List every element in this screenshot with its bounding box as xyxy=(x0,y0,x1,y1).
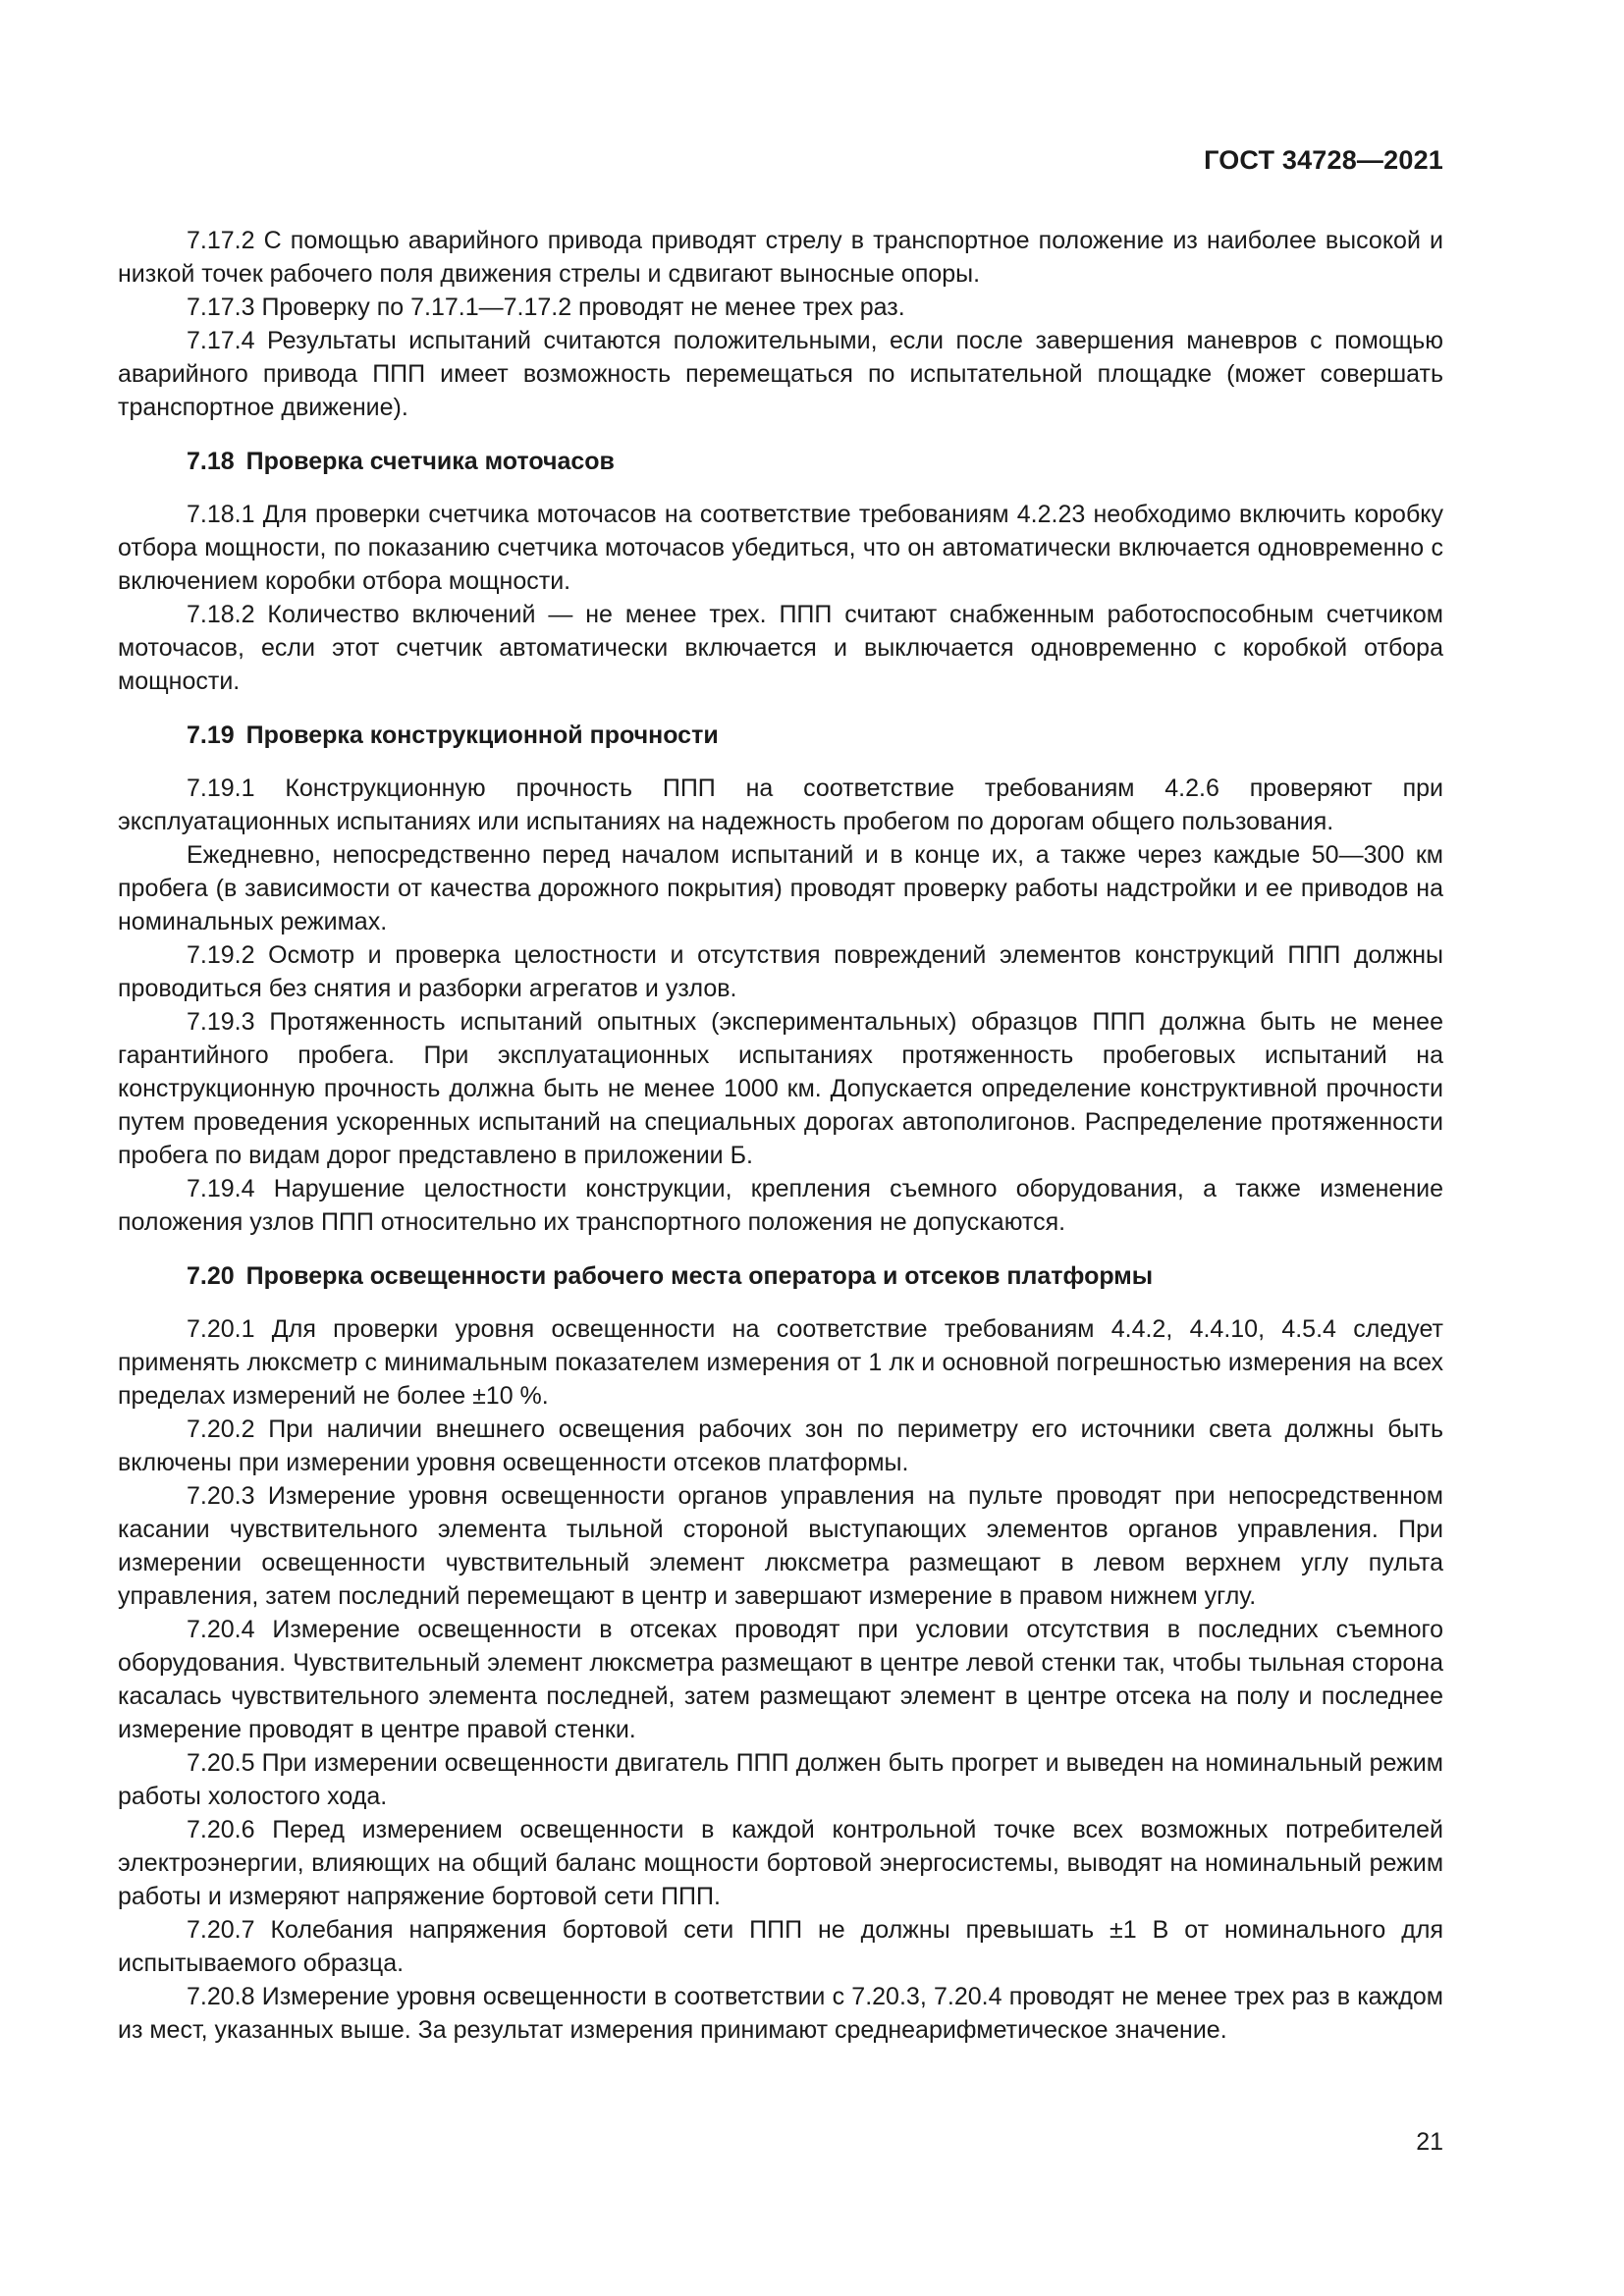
paragraph: 7.20.7 Колебания напряжения бортовой сети ППП не должны превышать ±1 В от номинального для испытываемого образца. xyxy=(118,1916,1443,1977)
section-heading xyxy=(118,719,1443,752)
paragraph: 7.20.4 Измерение освещенности в отсеках проводят при условии отсутствия в последних съемного оборудования. Чувствительный элемент люксметра размещают в центре левой стенки так, чтобы тыльная сторона касалась чувствительного элемента последней, затем размещают элемент в центре отсека на полу и последнее измерение проводят в центре правой стенки. xyxy=(118,1616,1443,1743)
section-title: Проверка освещенности рабочего места оператора и отсеков платформы xyxy=(245,1262,1154,1290)
page-number: 21 xyxy=(1416,2128,1443,2156)
paragraph: 7.17.4 Результаты испытаний считаются положительными, если после завершения маневров с помощью аварийного привода ППП имеет возможность перемещаться по испытательной площадке (может совершать транспортное движение). xyxy=(118,327,1443,421)
document-page xyxy=(118,0,1443,2296)
section-heading xyxy=(118,445,1443,478)
section-heading xyxy=(118,1259,1443,1293)
paragraph: 7.20.8 Измерение уровня освещенности в соответствии с 7.20.3, 7.20.4 проводят не менее трех раз в каждом из мест, указанных выше. За результат измерения принимают среднеарифметическое значение. xyxy=(118,1983,1443,2044)
paragraph: 7.19.3 Протяженность испытаний опытных (экспериментальных) образцов ППП должна быть не менее гарантийного пробега. При эксплуатационных испытаниях протяженность пробеговых испытаний на конструкционную прочность должна быть не менее 1000 км. Допускается определение конструктивной прочности путем проведения ускоренных испытаний на специальных дорогах автополигонов. Распределение протяженности пробега по видам дорог представлено в приложении Б. xyxy=(118,1008,1443,1169)
section-number: 7.19 xyxy=(187,721,235,749)
paragraph: 7.19.2 Осмотр и проверка целостности и отсутствия повреждений элементов конструкций ППП должны проводиться без снятия и разборки агрегатов и узлов. xyxy=(118,941,1443,1002)
section-title: Проверка счетчика моточасов xyxy=(245,448,615,475)
section-number: 7.20 xyxy=(187,1262,235,1290)
paragraph: Ежедневно, непосредственно перед началом испытаний и в конце их, а также через каждые 50—300 км пробега (в зависимости от качества дорожного покрытия) проводят проверку работы надстройки и ее приводов на номинальных режимах. xyxy=(118,841,1443,935)
paragraph: 7.20.5 При измерении освещенности двигатель ППП должен быть прогрет и выведен на номинальный режим работы холостого хода. xyxy=(118,1749,1443,1810)
paragraph: 7.20.3 Измерение уровня освещенности органов управления на пульте проводят при непосредственном касании чувствительного элемента тыльной стороной выступающих элементов органов управления. При измерении освещенности чувствительный элемент люксметра размещают в левом верхнем углу пульта управления, затем последний перемещают в центр и завершают измерение в правом нижнем углу. xyxy=(118,1482,1443,1610)
paragraph: 7.20.1 Для проверки уровня освещенности на соответствие требованиям 4.4.2, 4.4.10, 4.5.4 следует применять люксметр с минимальным показателем измерения от 1 лк и основной погрешностью измерения на всех пределах измерений не более ±10 %. xyxy=(118,1315,1443,1410)
section-number: 7.18 xyxy=(187,448,235,475)
paragraph: 7.18.1 Для проверки счетчика моточасов на соответствие требованиям 4.2.23 необходимо включить коробку отбора мощности, по показанию счетчика моточасов убедиться, что он автоматически включается одновременно с включением коробки отбора мощности. xyxy=(118,501,1443,595)
paragraph: 7.17.3 Проверку по 7.17.1—7.17.2 проводят не менее трех раз. xyxy=(187,294,905,321)
paragraph: 7.20.6 Перед измерением освещенности в каждой контрольной точке всех возможных потребителей электроэнергии, влияющих на общий баланс мощности бортовой энергосистемы, выводят на номинальный режим работы и измеряют напряжение бортовой сети ППП. xyxy=(118,1816,1443,1910)
document-body xyxy=(118,224,1443,2047)
paragraph: 7.20.2 При наличии внешнего освещения рабочих зон по периметру его источники света должны быть включены при измерении уровня освещенности отсеков платформы. xyxy=(118,1415,1443,1476)
paragraph: 7.19.1 Конструкционную прочность ППП на соответствие требованиям 4.2.6 проверяют при эксплуатационных испытаниях или испытаниях на надежность пробегом по дорогам общего пользования. xyxy=(118,774,1443,835)
paragraph: 7.19.4 Нарушение целостности конструкции, крепления съемного оборудования, а также изменение положения узлов ППП относительно их транспортного положения не допускаются. xyxy=(118,1175,1443,1236)
paragraph: 7.18.2 Количество включений — не менее трех. ППП считают снабженным работоспособным счетчиком моточасов, если этот счетчик автоматически включается и выключается одновременно с коробкой отбора мощности. xyxy=(118,601,1443,695)
section-title: Проверка конструкционной прочности xyxy=(245,721,719,749)
paragraph: 7.17.2 С помощью аварийного привода приводят стрелу в транспортное положение из наиболее высокой и низкой точек рабочего поля движения стрелы и сдвигают выносные опоры. xyxy=(118,227,1443,288)
document-code-header: ГОСТ 34728—2021 xyxy=(1204,145,1443,175)
